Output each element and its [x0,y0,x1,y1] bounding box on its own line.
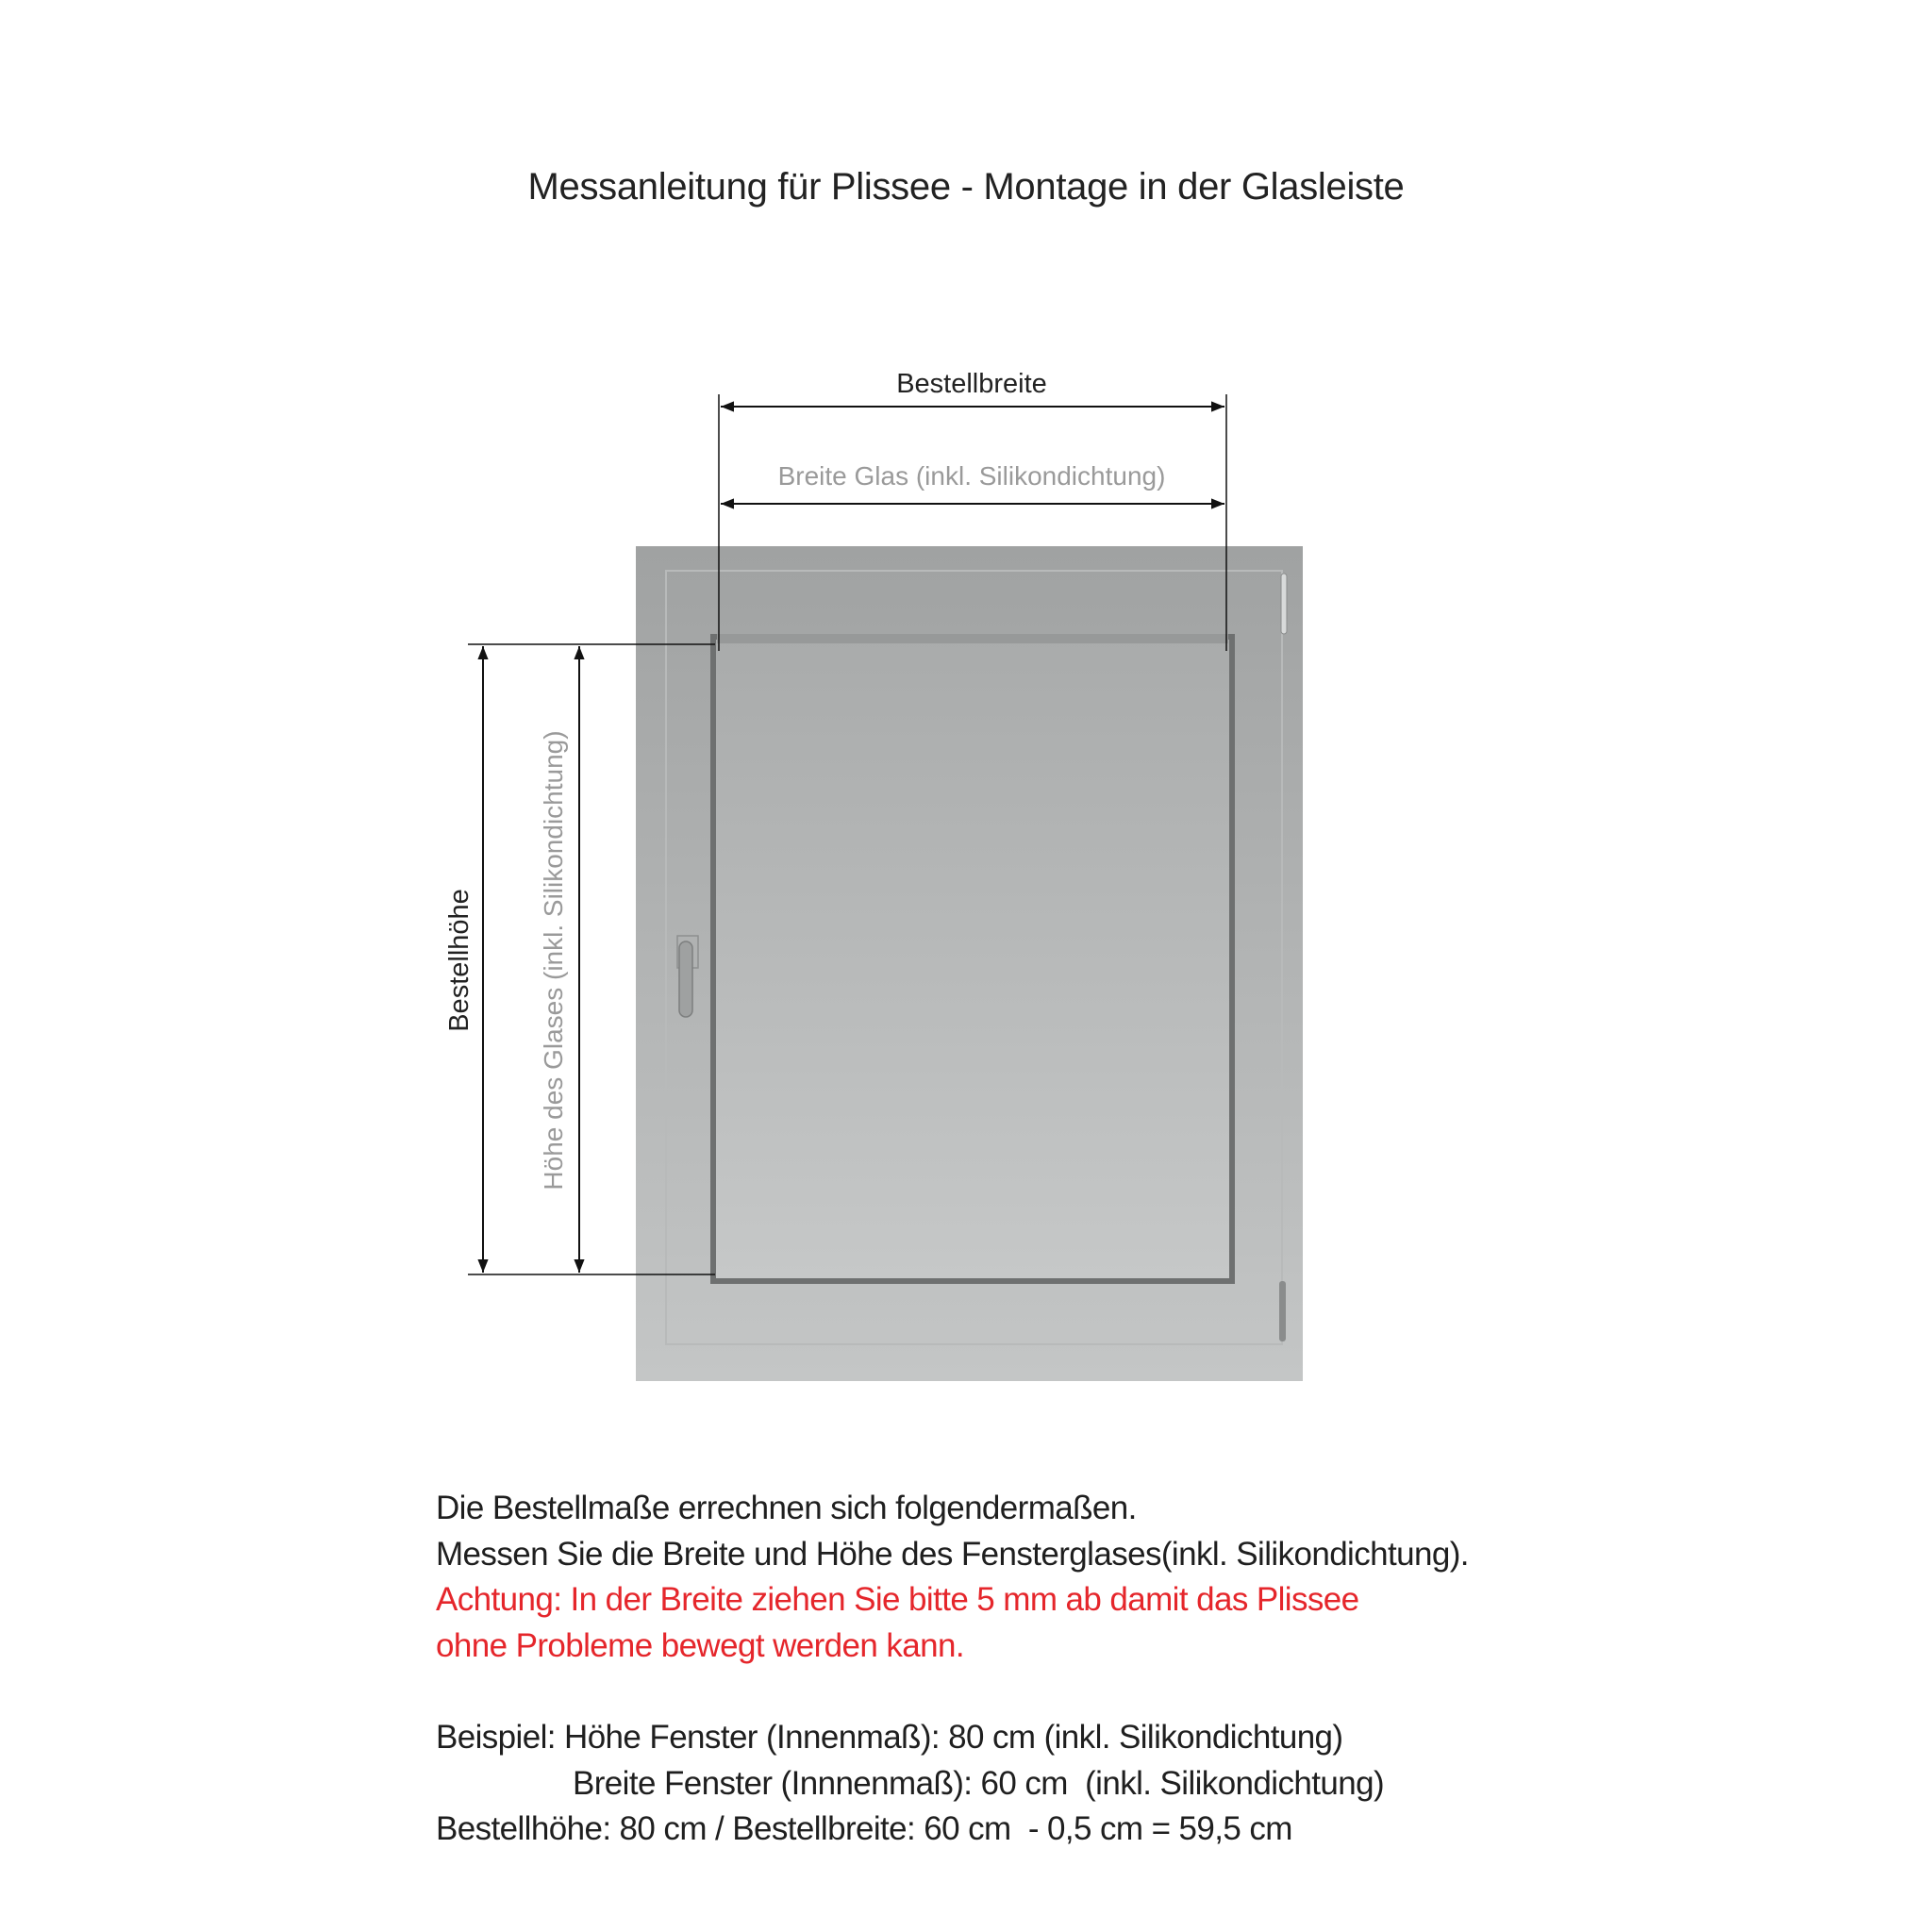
order-height-label: Bestellhöhe [444,889,475,1032]
example-line-1: Beispiel: Höhe Fenster (Innenmaß): 80 cm (inkl. Silikondichtung) [436,1719,1343,1756]
hinge-bottom [1279,1281,1286,1341]
example-line-2: Breite Fenster (Innnenmaß): 60 cm (inkl. Silikondichtung) [573,1765,1385,1802]
glazing-bead-top [717,634,1228,643]
instruction-line-2: Messen Sie die Breite und Höhe des Fensterglases(inkl. Silikondichtung). [436,1536,1469,1573]
order-width-label: Bestellbreite [896,369,1047,399]
page-title: Messanleitung für Plissee - Montage in der Glasleiste [527,166,1405,208]
glass-width-label: Breite Glas (inkl. Silikondichtung) [777,461,1166,491]
hinge-top [1281,574,1287,634]
warning-line-2: ohne Probleme bewegt werden kann. [436,1627,965,1664]
glass-height-label: Höhe des Glases (inkl. Silikondichtung) [539,730,568,1191]
warning-line-1: Achtung: In der Breite ziehen Sie bitte 5 mm ab damit das Plissee [436,1581,1359,1618]
example-line-3: Bestellhöhe: 80 cm / Bestellbreite: 60 cm - 0,5 cm = 59,5 cm [436,1810,1292,1847]
instruction-line-1: Die Bestellmaße errechnen sich folgendermaßen. [436,1490,1137,1526]
glass-pane [713,637,1232,1281]
